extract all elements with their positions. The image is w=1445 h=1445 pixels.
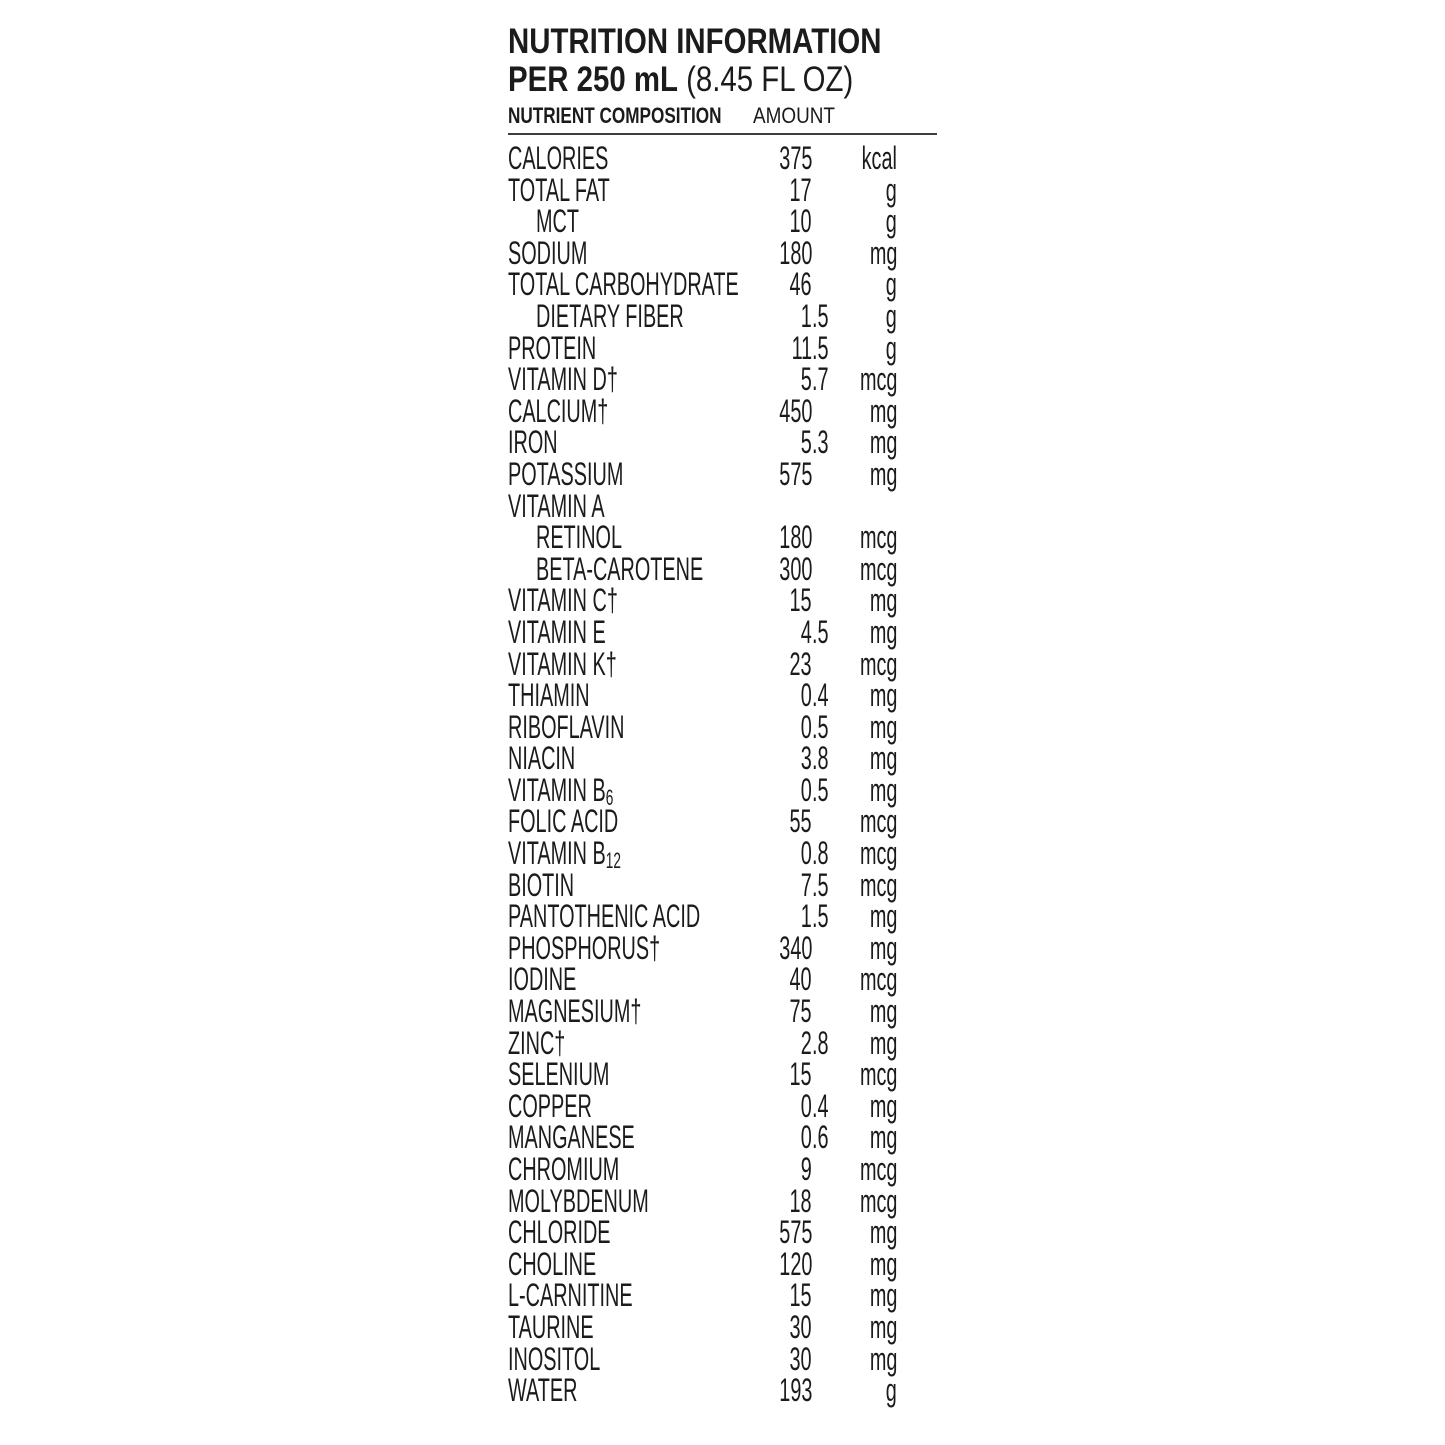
- table-row: [508, 1056, 897, 1093]
- nutrient-label: CHLORIDE: [508, 1214, 611, 1251]
- nutrient-label: VITAMIN A: [508, 487, 605, 524]
- table-row: [508, 613, 897, 650]
- amount-fraction: [812, 1249, 830, 1281]
- nutrient-label: MANGANESE: [508, 1119, 635, 1156]
- amount-unit: mg: [869, 1087, 897, 1124]
- amount-value: 0: [800, 1087, 812, 1124]
- table-row: [508, 1245, 897, 1282]
- amount-unit: g: [885, 203, 897, 240]
- nutrient-label: BETA-CAROTENE: [536, 550, 704, 587]
- amount-fraction: .5: [812, 329, 829, 366]
- table-row: [508, 487, 897, 524]
- table-row: [508, 297, 897, 334]
- table-row: [508, 1372, 897, 1409]
- amount-fraction: .8: [812, 835, 829, 872]
- amount-value: 30: [789, 1308, 812, 1345]
- column-amount: AMOUNT: [753, 103, 835, 128]
- amount-unit: [830, 491, 897, 523]
- amount-value: 10: [789, 203, 812, 240]
- amount-value: 375: [778, 140, 812, 176]
- nutrient-label: SODIUM: [508, 234, 588, 271]
- amount-fraction: [812, 1154, 830, 1186]
- nutrient-label: MOLYBDENUM: [508, 1182, 649, 1219]
- nutrient-label: INOSITOL: [508, 1340, 601, 1377]
- nutrient-label: POTASSIUM: [508, 455, 624, 492]
- table-row: [508, 835, 897, 874]
- amount-unit: mcg: [859, 961, 897, 998]
- table-row: [508, 266, 897, 303]
- nutrient-table: [508, 140, 897, 1409]
- table-row: [508, 961, 897, 998]
- amount-value: [750, 491, 812, 523]
- label-title-text: NUTRITION INFORMATION: [508, 22, 882, 61]
- nutrient-label: WATER: [508, 1372, 578, 1409]
- amount-value: 7: [800, 866, 812, 903]
- amount-fraction: .5: [812, 708, 829, 745]
- nutrient-label: BIOTIN: [508, 866, 575, 903]
- amount-value: 15: [789, 1277, 812, 1314]
- amount-unit: kcal: [861, 140, 897, 176]
- table-row: [508, 645, 897, 682]
- amount-value: 180: [778, 234, 812, 271]
- amount-unit: mg: [869, 740, 897, 777]
- amount-value: 15: [789, 1056, 812, 1093]
- nutrient-label: RETINOL: [536, 519, 622, 556]
- nutrient-label: VITAMIN D†: [508, 361, 618, 398]
- nutrient-label: NIACIN: [508, 740, 576, 777]
- nutrient-label: VITAMIN B6: [508, 771, 614, 810]
- table-row: [508, 361, 897, 398]
- amount-fraction: .5: [812, 866, 829, 903]
- amount-fraction: .3: [812, 424, 829, 461]
- amount-fraction: [812, 1217, 830, 1249]
- amount-fraction: .5: [812, 297, 829, 334]
- label-title: [508, 22, 953, 62]
- serving-size-line: [508, 60, 919, 100]
- amount-value: 11: [791, 329, 812, 366]
- nutrient-label: RIBOFLAVIN: [508, 708, 625, 745]
- amount-fraction: .5: [812, 613, 829, 650]
- amount-value: 0: [800, 771, 812, 808]
- amount-fraction: [812, 933, 830, 965]
- table-row: [508, 1214, 897, 1251]
- amount-unit: g: [885, 266, 897, 303]
- amount-unit: mg: [869, 677, 897, 714]
- amount-fraction: [812, 585, 830, 617]
- amount-value: 0: [800, 708, 812, 745]
- amount-fraction: [812, 459, 830, 491]
- table-row: [508, 329, 897, 366]
- nutrient-label: ZINC†: [508, 1024, 566, 1061]
- table-row: [508, 866, 897, 903]
- amount-fraction: .8: [812, 1024, 829, 1061]
- table-row: [508, 234, 897, 271]
- table-row: [508, 1182, 897, 1219]
- amount-fraction: .4: [812, 677, 829, 714]
- amount-fraction: [812, 1312, 830, 1344]
- nutrient-label: TOTAL CARBOHYDRATE: [508, 266, 739, 303]
- amount-unit: g: [885, 1372, 897, 1409]
- amount-unit: mcg: [859, 519, 897, 556]
- table-row: [508, 677, 897, 714]
- table-row: [508, 1024, 897, 1061]
- amount-value: 1: [800, 898, 812, 935]
- amount-value: 0: [800, 1119, 812, 1156]
- amount-unit: mcg: [859, 835, 897, 872]
- table-row: [508, 1087, 897, 1124]
- amount-fraction: .5: [812, 898, 829, 935]
- table-row: [508, 140, 897, 176]
- nutrient-label: VITAMIN K†: [508, 645, 617, 682]
- amount-value: 575: [778, 455, 812, 492]
- amount-unit: mg: [869, 1119, 897, 1156]
- table-row: [508, 455, 897, 492]
- table-row: [508, 1151, 897, 1187]
- nutrient-label: CHROMIUM: [508, 1151, 620, 1187]
- table-row: [508, 1277, 897, 1314]
- amount-unit: mg: [869, 1214, 897, 1251]
- nutrient-label: THIAMIN: [508, 677, 590, 714]
- amount-value: 575: [778, 1214, 812, 1251]
- amount-value: 17: [789, 171, 812, 208]
- amount-unit: mcg: [859, 361, 897, 398]
- amount-fraction: [812, 1344, 830, 1376]
- amount-value: 450: [778, 392, 812, 429]
- amount-value: 46: [789, 266, 812, 303]
- table-row: [508, 550, 897, 587]
- amount-fraction: [812, 175, 830, 207]
- amount-value: 9: [800, 1151, 812, 1187]
- nutrient-label: MAGNESIUM†: [508, 993, 642, 1030]
- amount-fraction: .6: [812, 1119, 829, 1156]
- table-row: [508, 993, 897, 1030]
- amount-value: 180: [778, 519, 812, 556]
- nutrient-label: PROTEIN: [508, 329, 597, 366]
- amount-value: 0: [800, 677, 812, 714]
- amount-unit: mcg: [859, 1151, 897, 1187]
- amount-value: 15: [789, 582, 812, 619]
- amount-unit: mg: [869, 929, 897, 966]
- amount-fraction: [812, 806, 830, 838]
- amount-value: 5: [800, 361, 812, 398]
- table-row: [508, 929, 897, 966]
- amount-unit: mcg: [859, 645, 897, 682]
- amount-unit: mg: [869, 1277, 897, 1314]
- nutrient-label: PANTOTHENIC ACID: [508, 898, 701, 935]
- amount-value: 5: [800, 424, 812, 461]
- amount-fraction: [812, 143, 830, 175]
- amount-fraction: [812, 238, 830, 270]
- amount-unit: mg: [869, 771, 897, 808]
- nutrient-label: PHOSPHORUS†: [508, 929, 661, 966]
- amount-value: 55: [789, 803, 812, 840]
- amount-fraction: [812, 396, 830, 428]
- nutrient-label: SELENIUM: [508, 1056, 610, 1093]
- table-row: [508, 424, 897, 461]
- amount-unit: g: [885, 297, 897, 334]
- amount-fraction: [812, 1059, 830, 1091]
- amount-unit: mg: [869, 234, 897, 271]
- nutrient-label: CALORIES: [508, 140, 609, 176]
- amount-unit: mg: [869, 708, 897, 745]
- table-row: [508, 582, 897, 619]
- amount-unit: mg: [869, 993, 897, 1030]
- amount-unit: mcg: [859, 1056, 897, 1093]
- serving-size-bold: PER 250 mL: [508, 60, 678, 99]
- amount-fraction: .4: [812, 1087, 829, 1124]
- amount-unit: mg: [869, 582, 897, 619]
- table-row: [508, 740, 897, 777]
- amount-value: 40: [789, 961, 812, 998]
- amount-value: 1: [800, 297, 812, 334]
- amount-value: 340: [778, 929, 812, 966]
- table-row: [508, 171, 897, 208]
- amount-value: 3: [800, 740, 812, 777]
- nutrient-label: VITAMIN B12: [508, 835, 621, 874]
- table-row: [508, 803, 897, 840]
- amount-value: 300: [778, 550, 812, 587]
- amount-fraction: [812, 996, 830, 1028]
- nutrient-label: DIETARY FIBER: [536, 297, 684, 334]
- amount-fraction: [812, 522, 830, 554]
- amount-value: 0: [800, 835, 812, 872]
- header-divider: [508, 133, 937, 135]
- amount-unit: mg: [869, 1308, 897, 1345]
- amount-unit: mcg: [859, 550, 897, 587]
- amount-fraction: [812, 1375, 830, 1407]
- nutrient-label: CALCIUM†: [508, 392, 609, 429]
- amount-fraction: [812, 1186, 830, 1218]
- subscript: 12: [605, 848, 621, 874]
- amount-unit: mg: [869, 392, 897, 429]
- amount-unit: mcg: [859, 803, 897, 840]
- amount-value: 30: [789, 1340, 812, 1377]
- amount-unit: mg: [869, 455, 897, 492]
- nutrient-label: VITAMIN E: [508, 613, 606, 650]
- table-row: [508, 519, 897, 556]
- amount-unit: mcg: [859, 866, 897, 903]
- amount-fraction: [812, 269, 830, 301]
- amount-value: 2: [800, 1024, 812, 1061]
- table-row: [508, 203, 897, 240]
- amount-unit: g: [885, 329, 897, 366]
- subscript: 6: [605, 784, 614, 810]
- amount-value: 18: [789, 1182, 812, 1219]
- amount-value: 23: [789, 645, 812, 682]
- nutrient-label: VITAMIN C†: [508, 582, 618, 619]
- amount-fraction: [812, 206, 830, 238]
- amount-fraction: [812, 1280, 830, 1312]
- amount-fraction: [812, 554, 830, 586]
- amount-value: 193: [778, 1372, 812, 1409]
- amount-unit: mcg: [859, 1182, 897, 1219]
- table-row: [508, 708, 897, 745]
- amount-value: 75: [789, 993, 812, 1030]
- table-row: [508, 898, 897, 935]
- table-row: [508, 771, 897, 810]
- table-row: [508, 1119, 897, 1156]
- table-row: [508, 1308, 897, 1345]
- amount-unit: mg: [869, 1340, 897, 1377]
- nutrient-label: L-CARNITINE: [508, 1277, 633, 1314]
- amount-unit: mg: [869, 424, 897, 461]
- column-nutrient-composition: NUTRIENT COMPOSITION: [508, 103, 722, 128]
- nutrient-label: FOLIC ACID: [508, 803, 619, 840]
- amount-unit: mg: [869, 613, 897, 650]
- table-header: [508, 104, 937, 130]
- amount-fraction: .5: [812, 771, 829, 808]
- amount-value: 120: [778, 1245, 812, 1282]
- amount-unit: mg: [869, 1245, 897, 1282]
- amount-unit: mg: [869, 898, 897, 935]
- nutrient-label: CHOLINE: [508, 1245, 597, 1282]
- amount-unit: mg: [869, 1024, 897, 1061]
- nutrient-label: IODINE: [508, 961, 577, 998]
- serving-size-light: (8.45 FL OZ): [677, 60, 854, 99]
- table-row: [508, 392, 897, 429]
- amount-fraction: .8: [812, 740, 829, 777]
- nutrient-label: IRON: [508, 424, 558, 461]
- nutrient-label: MCT: [536, 203, 579, 240]
- nutrient-label: TAURINE: [508, 1308, 594, 1345]
- table-row: [508, 1340, 897, 1377]
- amount-fraction: [812, 649, 830, 681]
- amount-fraction: [812, 491, 830, 523]
- amount-fraction: [812, 964, 830, 996]
- amount-fraction: .7: [812, 361, 829, 398]
- nutrient-label: COPPER: [508, 1087, 592, 1124]
- amount-unit: g: [885, 171, 897, 208]
- amount-value: 4: [800, 613, 812, 650]
- nutrient-label: TOTAL FAT: [508, 171, 610, 208]
